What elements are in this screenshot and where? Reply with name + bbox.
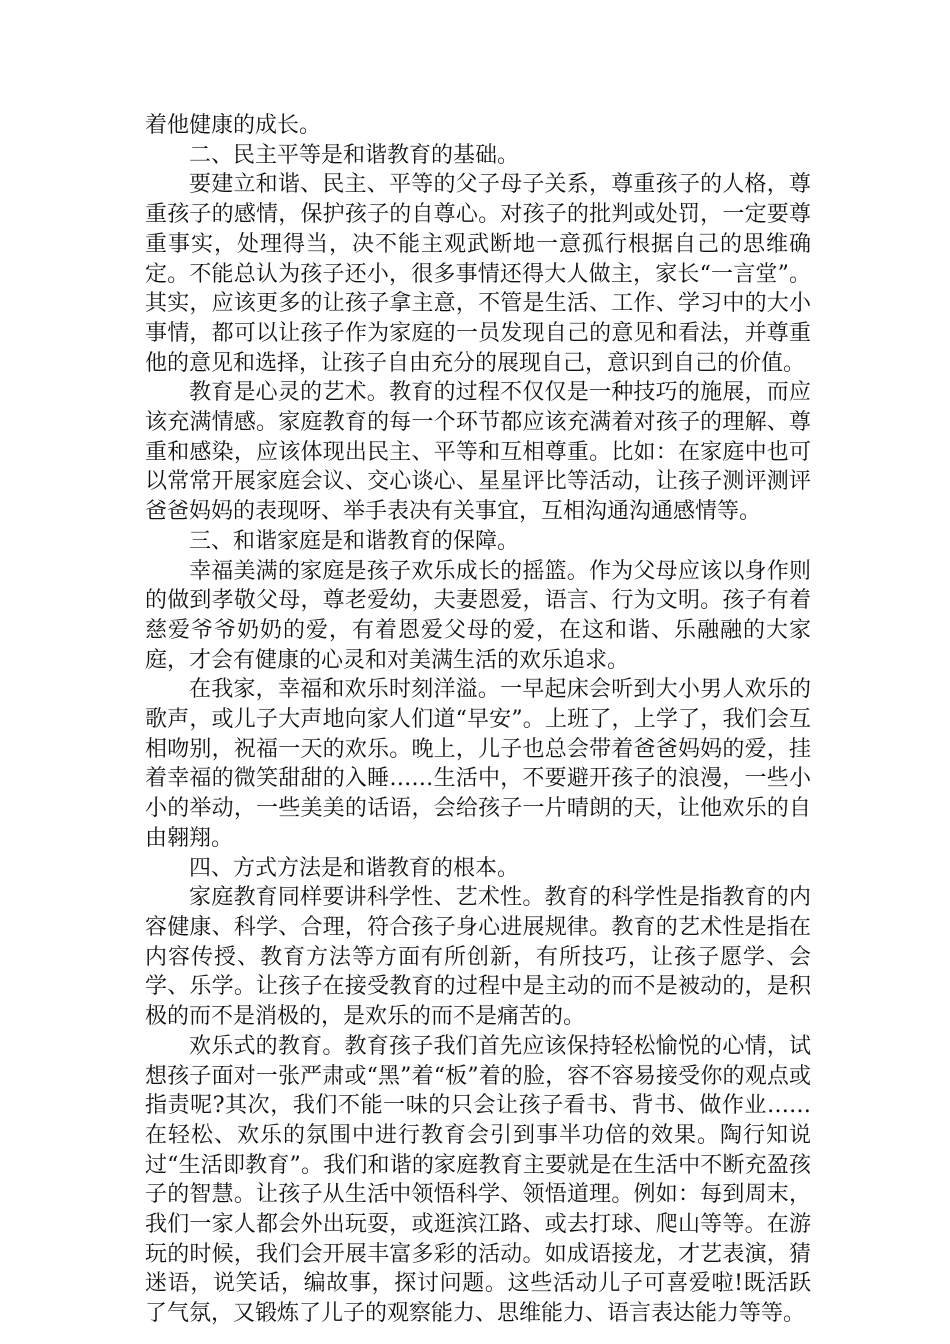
body-text bbox=[145, 111, 811, 1329]
section-heading-4: 四、方式方法是和谐教育的根本。 bbox=[189, 855, 520, 881]
paragraph: 在我家，幸福和欢乐时刻洋溢。一早起床会听到大小男人欢乐的歌声，或儿子大声地向家人们道“早安”。上班了，上学了，我们会互相吻别，祝福一天的欢乐。晚上，儿子也总会带着爸爸妈妈的爱，挂着幸福的微笑甜甜的入睡……生活中，不要避开孩子的浪漫，一些小小的举动，一些美美的话语，会给孩子一片晴朗的天，让他欢乐的自由翱翔。 bbox=[145, 677, 811, 851]
paragraph: 幸福美满的家庭是孩子欢乐成长的摇篮。作为父母应该以身作则的做到孝敬父母，尊老爱幼，夫妻恩爱，语言、行为文明。孩子有着慈爱爷爷奶奶的爱，有着恩爱父母的爱，在这和谐、乐融融的大家庭，才会有健康的心灵和对美满生活的欢乐追求。 bbox=[145, 558, 811, 673]
paragraph: 教育是心灵的艺术。教育的过程不仅仅是一种技巧的施展，而应该充满情感。家庭教育的每一个环节都应该充满着对孩子的理解、尊重和感染，应该体现出民主、平等和互相尊重。比如：在家庭中也可以常常开展家庭会议、交心谈心、星星评比等活动，让孩子测评测评爸爸妈妈的表现呀、举手表决有关事宜，互相沟通沟通感情等。 bbox=[145, 380, 811, 525]
paragraph: 家庭教育同样要讲科学性、艺术性。教育的科学性是指教育的内容健康、科学、合理，符合孩子身心进展规律。教育的艺术性是指在内容传授、教育方法等方面有所创新，有所技巧，让孩子愿学、会学、乐学。让孩子在接受教育的过程中是主动的而不是被动的，是积极的而不是消极的，是欢乐的而不是痛苦的。 bbox=[145, 885, 811, 1030]
section-heading-3: 三、和谐家庭是和谐教育的保障。 bbox=[189, 528, 520, 554]
paragraph-continuation: 着他健康的成长。 bbox=[145, 113, 322, 138]
paragraph: 欢乐式的教育。教育孩子我们首先应该保持轻松愉悦的心情，试想孩子面对一张严肃或“黑”着“板”着的脸，容不容易接受你的观点或指责呢?其次，我们不能一味的只会让孩子看书、背书、做作业……在轻松、欢乐的氛围中进行教育会引到事半功倍的效果。陶行知说过“生活即教育”。我们和谐的家庭教育主要就是在生活中不断充盈孩子的智慧。让孩子从生活中领悟科学、领悟道理。例如：每到周末，我们一家人都会外出玩耍，或逛滨江路、或去打球、爬山等等。在游玩的时候，我们会开展丰富多彩的活动。如成语接龙，才艺表演，猜迷语，说笑话，编故事，探讨问题。这些活动儿子可喜爱啦!既活跃了气氛，又锻炼了儿子的观察能力、思维能力、语言表达能力等等。 bbox=[145, 1033, 811, 1327]
section-heading-2: 二、民主平等是和谐教育的基础。 bbox=[189, 142, 520, 168]
paragraph: 要建立和谐、民主、平等的父子母子关系，尊重孩子的人格，尊重孩子的感情，保护孩子的自尊心。对孩子的批判或处罚，一定要尊重事实，处理得当，决不能主观武断地一意孤行根据自己的思维确定。不能总认为孩子还小，很多事情还得大人做主，家长“一言堂”。其实，应该更多的让孩子拿主意，不管是生活、工作、学习中的大小事情，都可以让孩子作为家庭的一员发现自己的意见和看法，并尊重他的意见和选择，让孩子自由充分的展现自己，意识到自己的价值。 bbox=[145, 172, 811, 376]
